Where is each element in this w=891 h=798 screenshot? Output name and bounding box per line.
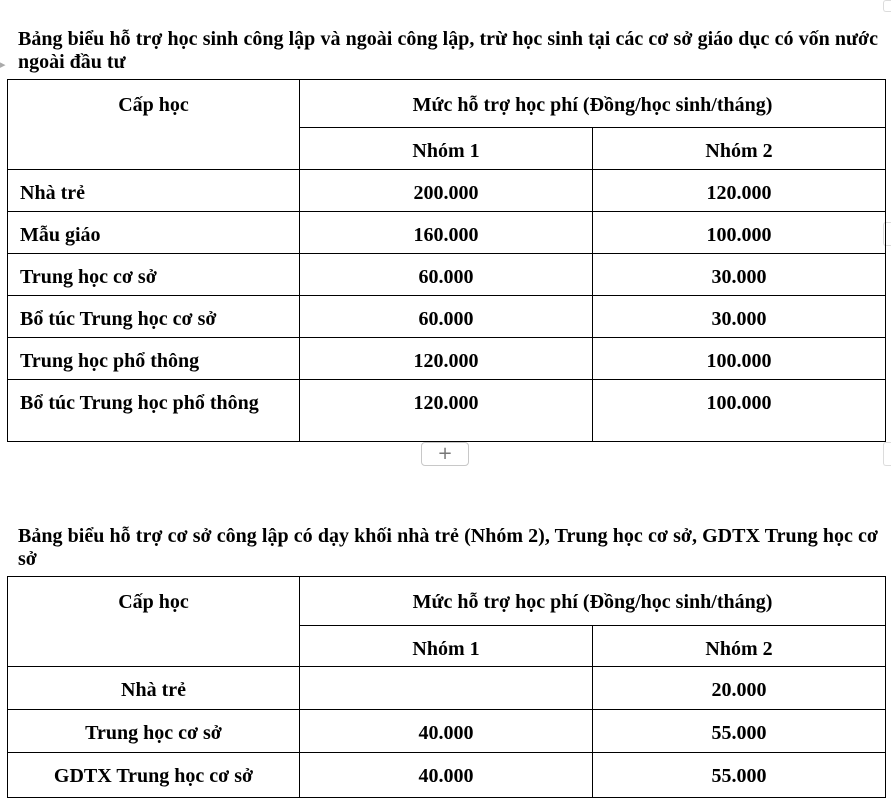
- row-level: Nhà trẻ: [8, 170, 300, 212]
- row-group2-value: 120.000: [593, 170, 886, 212]
- row-group2-value: 100.000: [593, 380, 886, 442]
- row-group1-value: 120.000: [300, 380, 593, 442]
- row-group1-value: 200.000: [300, 170, 593, 212]
- header-group2: Nhóm 2: [593, 128, 886, 170]
- header-level: Cấp học: [8, 80, 300, 170]
- header-group1: Nhóm 1: [300, 128, 593, 170]
- row-group2-value: 100.000: [593, 212, 886, 254]
- row-group1-value: 60.000: [300, 254, 593, 296]
- add-row-button[interactable]: +: [421, 442, 469, 466]
- row-level: Bổ túc Trung học phổ thông: [8, 380, 300, 442]
- row-group1-value: [300, 667, 593, 710]
- table-row: [8, 170, 886, 212]
- table-row: [8, 296, 886, 338]
- row-group2-value: 100.000: [593, 338, 886, 380]
- table-row: [8, 212, 886, 254]
- table-row: [8, 753, 886, 798]
- header-level: Cấp học: [8, 577, 300, 667]
- table-row: [8, 338, 886, 380]
- row-group1-value: 120.000: [300, 338, 593, 380]
- table-row: [8, 667, 886, 710]
- header-fee: Mức hỗ trợ học phí (Đồng/học sinh/tháng): [300, 80, 886, 128]
- row-level: Trung học cơ sở: [8, 254, 300, 296]
- row-group2-value: 20.000: [593, 667, 886, 710]
- collapse-arrow-icon: ▸: [0, 58, 6, 71]
- table-edge-handle: [883, 0, 891, 12]
- header-group2: Nhóm 2: [593, 626, 886, 667]
- table-row: [8, 710, 886, 753]
- row-group1-value: 60.000: [300, 296, 593, 338]
- row-group1-value: 40.000: [300, 710, 593, 753]
- row-group1-value: 40.000: [300, 753, 593, 798]
- row-level: Trung học cơ sở: [8, 710, 300, 753]
- header-fee: Mức hỗ trợ học phí (Đồng/học sinh/tháng): [300, 577, 886, 626]
- row-level: Nhà trẻ: [8, 667, 300, 710]
- row-level: Bổ túc Trung học cơ sở: [8, 296, 300, 338]
- table-row: [8, 254, 886, 296]
- row-group2-value: 30.000: [593, 296, 886, 338]
- row-group2-value: 55.000: [593, 753, 886, 798]
- row-level: Mẫu giáo: [8, 212, 300, 254]
- table-row: [8, 380, 886, 442]
- row-group2-value: 30.000: [593, 254, 886, 296]
- header-group1: Nhóm 1: [300, 626, 593, 667]
- table-edge-handle[interactable]: [883, 442, 891, 466]
- row-group2-value: 55.000: [593, 710, 886, 753]
- section2-heading: Bảng biểu hỗ trợ cơ sở công lập có dạy khối nhà trẻ (Nhóm 2), Trung học cơ sở, GDTX Trung học cơ sở: [18, 525, 878, 570]
- row-group1-value: 160.000: [300, 212, 593, 254]
- row-level: GDTX Trung học cơ sở: [8, 753, 300, 798]
- section1-heading: Bảng biểu hỗ trợ học sinh công lập và ngoài công lập, trừ học sinh tại các cơ sở giáo dục có vốn nước ngoài đầu tư: [18, 28, 878, 73]
- row-level: Trung học phổ thông: [8, 338, 300, 380]
- support-table-2: [7, 576, 886, 798]
- support-table-1: [7, 79, 886, 442]
